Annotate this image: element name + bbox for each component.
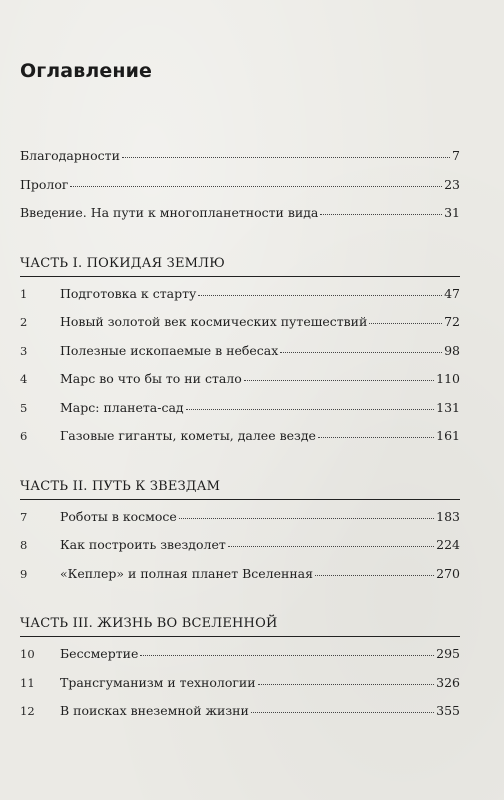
toc-entry-title: Пролог <box>20 176 69 192</box>
toc-chapter[interactable] <box>20 343 460 372</box>
toc-chapter[interactable] <box>20 537 460 566</box>
toc-page-number: 31 <box>444 205 460 220</box>
dot-leader <box>186 409 435 410</box>
spacer <box>20 234 460 256</box>
dot-leader <box>140 655 434 656</box>
dot-leader <box>318 437 434 438</box>
chapter-number: 2 <box>20 315 28 329</box>
toc-page-number: 23 <box>444 176 460 192</box>
toc-page-number: 355 <box>436 703 460 718</box>
toc-chapter[interactable] <box>20 314 460 343</box>
spacer <box>20 594 460 616</box>
toc-chapter[interactable] <box>20 400 460 429</box>
toc-entry-title: Благодарности <box>20 148 120 163</box>
chapter-number: 4 <box>20 372 28 386</box>
chapter-title: Марс во что бы то ни стало <box>60 371 242 386</box>
chapter-title: Новый золотой век космических путешествий <box>60 314 368 329</box>
toc-chapter[interactable] <box>20 646 460 675</box>
spacer <box>20 457 460 479</box>
dot-leader <box>315 575 434 576</box>
chapter-title: Трансгуманизм и технологии <box>60 674 256 690</box>
chapter-title: Марс: планета-сад <box>60 399 184 415</box>
chapter-title: Газовые гиганты, кометы, далее везде <box>60 428 316 443</box>
dot-leader <box>369 323 442 324</box>
toc-chapter[interactable] <box>20 371 460 400</box>
chapter-number: 7 <box>20 509 28 524</box>
part-heading[interactable]: ЧАСТЬ III. ЖИЗНЬ ВО ВСЕЛЕННОЙ <box>20 616 460 637</box>
chapter-title: «Кеплер» и полная планет Вселенная <box>60 565 314 581</box>
chapter-title: В поисках внеземной жизни <box>60 703 249 718</box>
chapter-title: Как построить звездолет <box>60 537 226 552</box>
toc-chapter[interactable] <box>20 566 460 595</box>
chapter-number: 6 <box>20 429 28 443</box>
toc-page-number: 295 <box>436 646 460 661</box>
toc-chapter[interactable] <box>20 509 460 538</box>
toc-chapter[interactable] <box>20 428 460 457</box>
part-heading[interactable]: ЧАСТЬ II. ПУТЬ К ЗВЕЗДАМ <box>20 479 460 500</box>
chapter-title: Подготовка к старту <box>60 285 197 301</box>
dot-leader <box>70 186 442 187</box>
chapter-number: 9 <box>20 566 28 581</box>
toc-page-number: 72 <box>444 314 460 329</box>
toc-page-number: 7 <box>452 148 460 163</box>
toc-entry-introduction[interactable] <box>20 205 460 234</box>
toc-page-number: 47 <box>444 285 460 301</box>
toc-page-number: 98 <box>444 342 460 358</box>
toc-chapter[interactable] <box>20 286 460 315</box>
dot-leader <box>320 214 442 215</box>
dot-leader <box>198 295 442 296</box>
table-of-contents <box>20 148 460 732</box>
chapter-number: 10 <box>20 647 35 661</box>
toc-page-number: 326 <box>436 674 460 690</box>
toc-entry-title: Введение. На пути к многопланетности вида <box>20 205 319 220</box>
toc-entry-prologue[interactable] <box>20 177 460 206</box>
chapter-number: 11 <box>20 675 35 690</box>
toc-page-number: 161 <box>436 428 460 443</box>
dot-leader <box>280 352 442 353</box>
dot-leader <box>244 380 434 381</box>
dot-leader <box>122 157 450 158</box>
toc-page-number: 183 <box>436 508 460 524</box>
page-title: Оглавление <box>20 60 152 82</box>
chapter-number: 5 <box>20 400 28 415</box>
toc-chapter[interactable] <box>20 703 460 732</box>
chapter-title: Роботы в космосе <box>60 508 177 524</box>
dot-leader <box>258 684 435 685</box>
toc-chapter[interactable] <box>20 675 460 704</box>
toc-page-number: 224 <box>436 537 460 552</box>
toc-page-number: 110 <box>436 371 460 386</box>
toc-page-number: 131 <box>436 399 460 415</box>
toc-page-number: 270 <box>436 565 460 581</box>
dot-leader <box>179 518 434 519</box>
chapter-title: Бессмертие <box>60 646 139 661</box>
part-heading[interactable]: ЧАСТЬ I. ПОКИДАЯ ЗЕМЛЮ <box>20 256 460 277</box>
toc-entry-acknowledgments[interactable] <box>20 148 460 177</box>
chapter-number: 1 <box>20 286 28 301</box>
dot-leader <box>251 712 434 713</box>
dot-leader <box>228 546 434 547</box>
chapter-number: 3 <box>20 343 28 358</box>
chapter-title: Полезные ископаемые в небесах <box>60 342 279 358</box>
chapter-number: 12 <box>20 704 35 718</box>
chapter-number: 8 <box>20 538 28 552</box>
